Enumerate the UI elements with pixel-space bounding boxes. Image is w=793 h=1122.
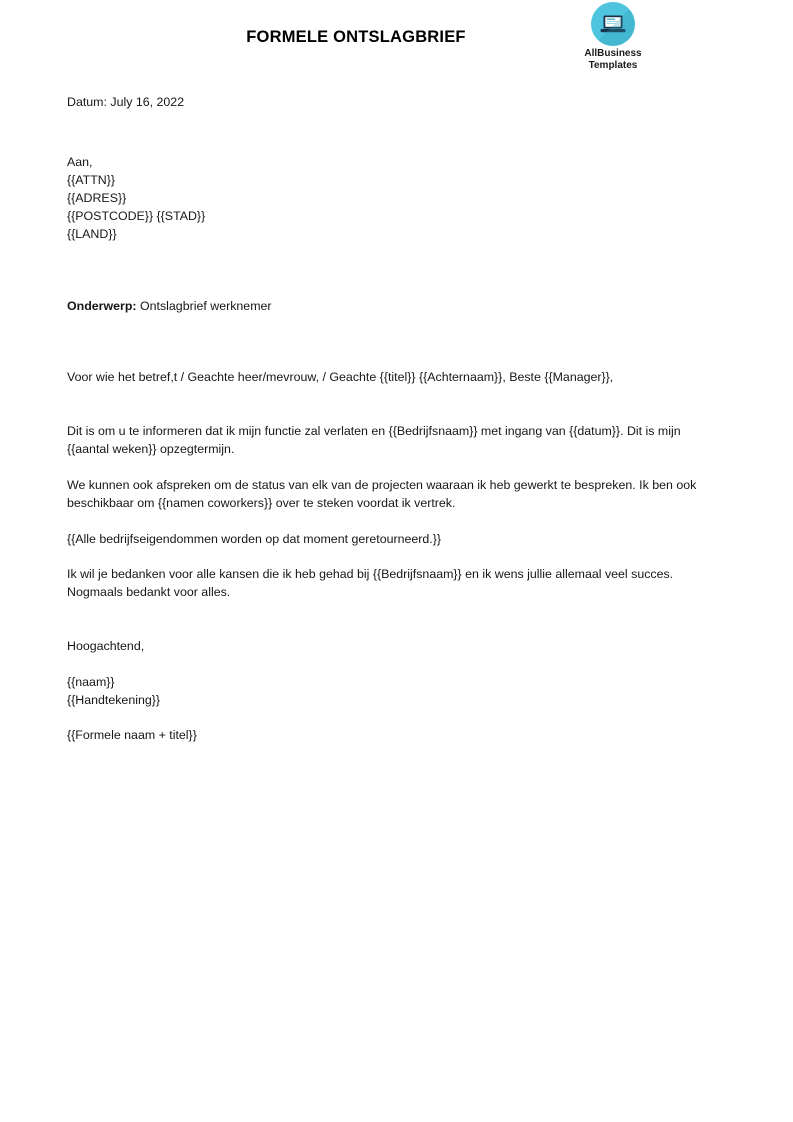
recipient-address-block xyxy=(67,153,467,243)
address-line-street: {{ADRES}} xyxy=(67,191,127,205)
logo-shadow xyxy=(591,2,635,46)
signature-name: {{naam}} xyxy=(67,675,115,689)
laptop-icon xyxy=(591,2,635,46)
body-paragraph-4: Ik wil je bedanken voor alle kansen die ik heb gehad bij {{Bedrijfsnaam}} en ik wens jullie allemaal veel succes. Nogmaals bedankt voor alles. xyxy=(67,567,674,599)
logo-text-line1: AllBusiness xyxy=(584,48,642,59)
signature-handwritten: {{Handtekening}} xyxy=(67,693,161,707)
logo-text xyxy=(577,48,649,71)
body-paragraph-3: {{Alle bedrijfseigendommen worden op dat moment geretourneerd.}} xyxy=(67,532,442,546)
subject-line xyxy=(67,297,567,315)
body-paragraph-2: We kunnen ook afspreken om de status van elk van de projecten waaraan ik heb gewerkt te bespreken. Ik ben ook beschikbaar om {{namen coworkers}} over te steken voordat ik vertrek. xyxy=(67,478,697,510)
address-line-country: {{LAND}} xyxy=(67,227,117,241)
subject-label: Onderwerp: xyxy=(67,299,137,313)
logo-text-line2: Templates xyxy=(588,59,638,71)
page-title: FORMELE ONTSLAGBRIEF xyxy=(246,28,466,46)
address-line-postcode-city: {{POSTCODE}} {{STAD}} xyxy=(67,209,206,223)
subject-value: Ontslagbrief werknemer xyxy=(140,299,272,313)
address-line-salutation: Aan, xyxy=(67,155,93,169)
formal-name-line: {{Formele naam + titel}} xyxy=(67,728,197,742)
body-paragraph-1: Dit is om u te informeren dat ik mijn functie zal verlaten en {{Bedrijfsnaam}} met ingang van {{datum}}. Dit is mijn {{aantal weken}} opzegtermijn. xyxy=(67,424,681,456)
closing-line: Hoogachtend, xyxy=(67,639,145,653)
address-line-attn: {{ATTN}} xyxy=(67,173,115,187)
date-line: Datum: July 16, 2022 xyxy=(67,95,185,109)
salutation-line: Voor wie het betref,t / Geachte heer/mevrouw, / Geachte {{titel}} {{Achternaam}}, Beste {{Manager}}, xyxy=(67,370,614,384)
allbusiness-templates-logo xyxy=(577,2,649,71)
signature-block xyxy=(67,673,467,709)
